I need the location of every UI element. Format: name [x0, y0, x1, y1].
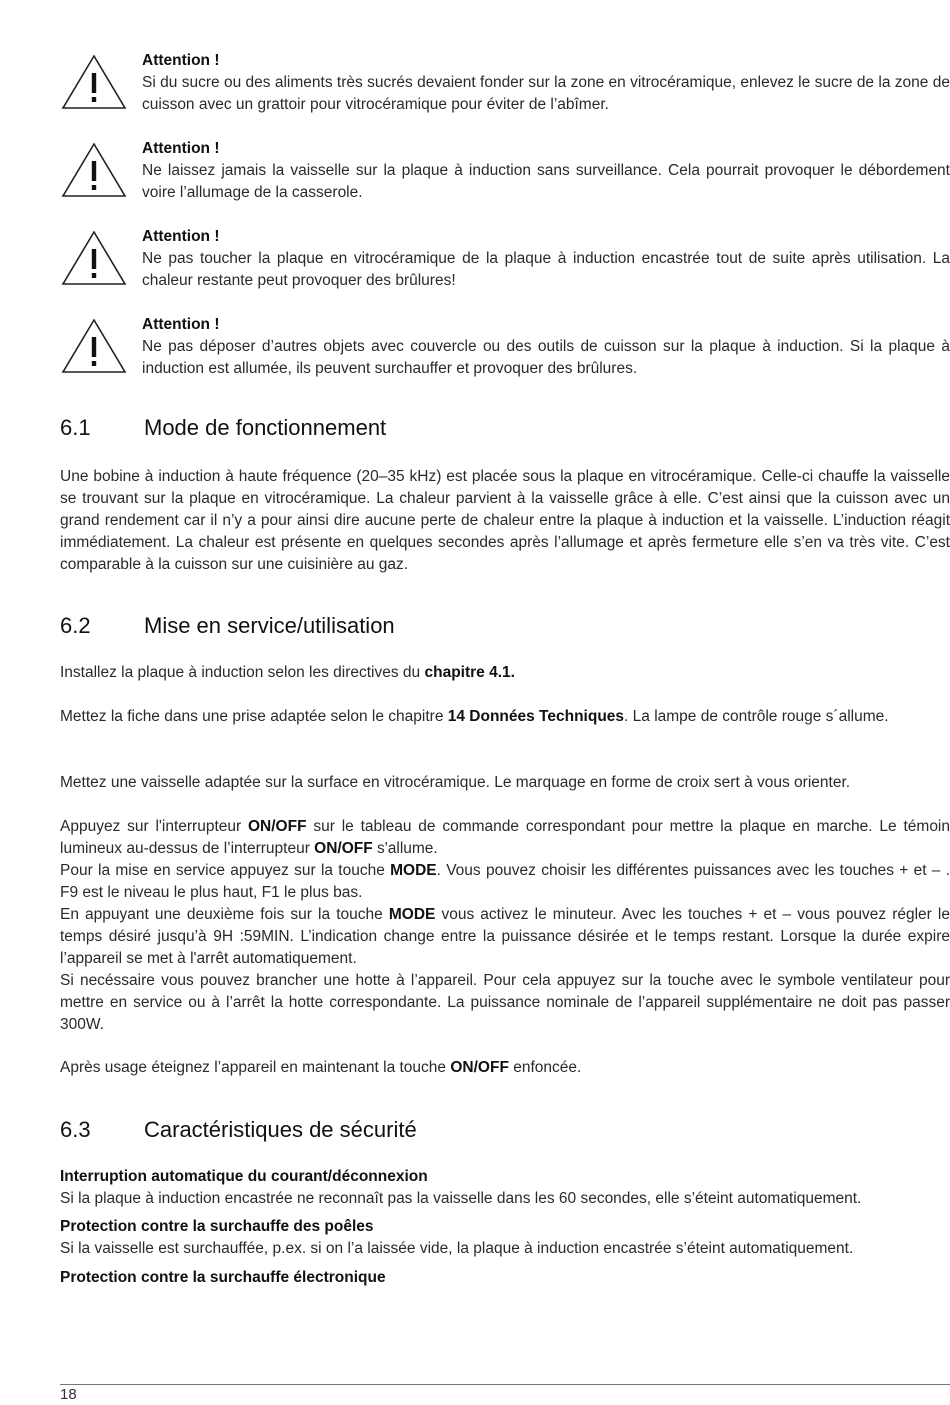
warning-body: Si du sucre ou des aliments très sucrés devaient fonder sur la zone en vitrocéramique, enlevez le sucre de la zone de cuisson avec un grattoir pour vitrocéramique pour éviter de l’abîmer.: [142, 74, 950, 113]
switch-off-paragraph: [60, 1057, 950, 1079]
section-heading-6-2: [60, 613, 395, 639]
warning-text-3: [142, 226, 950, 292]
text-run: Installez la plaque à induction selon les directives du: [60, 664, 425, 681]
section-number: 6.2: [60, 613, 91, 638]
plug-paragraph: [60, 706, 950, 728]
warning-text-1: [142, 50, 950, 116]
warning-text-4: [142, 314, 950, 380]
warning-text-2: [142, 138, 950, 204]
cookware-paragraph: Mettez une vaisselle adaptée sur la surface en vitrocéramique. Le marquage en forme de croix sert à vous orienter.: [60, 774, 851, 791]
section-heading-6-3: [60, 1117, 417, 1143]
text-run: sur le tableau de commande correspondant pour mettre la plaque en marche. Le témoin lumineux au-dessus de l’interrupteur: [60, 818, 950, 857]
text-run: vous activez le minuteur. Avec les touches + et – vous pouvez régler le temps désiré jusqu’à 9H :59MIN. L’indication change entre la puissance désirée et le temps restant. Lorsque la durée expire l’appareil se met à l'arrêt automatiquement.: [60, 906, 950, 967]
text-run: Après usage éteignez l’appareil en maintenant la touche: [60, 1059, 451, 1076]
warning-body: Ne laissez jamais la vaisselle sur la plaque à induction sans surveillance. Cela pourrait provoquer le débordement voire l’allumage de la casserole.: [142, 162, 950, 201]
warning-block-1: [60, 50, 950, 116]
text-run: Si necéssaire vous pouvez brancher une hotte à l’appareil. Pour cela appuyez sur la touche avec le symbole ventilateur pour mettre en service ou à l’arrêt la hotte correspondante. La puissance nominale de l’appareil supplémentaire ne doit pas passer 300W.: [60, 972, 950, 1033]
safety-subheading-1: Interruption automatique du courant/déconnexion: [60, 1168, 428, 1185]
text-run: Mettez la fiche dans une prise adaptée selon le chapitre: [60, 708, 448, 725]
warning-body: Ne pas toucher la plaque en vitrocéramique de la plaque à induction encastrée tout de suite après utilisation. La chaleur restante peut provoquer des brûlures!: [142, 250, 950, 289]
key-label: ON/OFF: [314, 840, 373, 857]
text-run: Appuyez sur l'interrupteur: [60, 818, 248, 835]
text-run: s'allume.: [372, 840, 438, 857]
safety-subheading-2: Protection contre la surchauffe des poêles: [60, 1218, 374, 1235]
section-number: 6.3: [60, 1117, 91, 1142]
warning-list: [60, 50, 950, 402]
section-number: 6.1: [60, 415, 91, 440]
warning-triangle-icon: [60, 141, 128, 199]
warning-block-2: [60, 138, 950, 204]
text-run: En appuyant une deuxième fois sur la touche: [60, 906, 389, 923]
safety-text-2: Si la vaisselle est surchauffée, p.ex. si on l’a laissée vide, la plaque à induction encastrée s’éteint automatiquement.: [60, 1240, 854, 1257]
text-run: enfoncée.: [508, 1059, 582, 1076]
section-title: Caractéristiques de sécurité: [144, 1117, 417, 1142]
warning-triangle-icon: [60, 53, 128, 111]
warning-block-3: [60, 226, 950, 292]
key-label: ON/OFF: [450, 1059, 509, 1076]
warning-triangle-icon: [60, 317, 128, 375]
section-title: Mode de fonctionnement: [144, 415, 387, 440]
warning-title: Attention !: [142, 228, 220, 245]
key-label: MODE: [390, 862, 437, 879]
section-6-1-paragraph: Une bobine à induction à haute fréquence (20–35 kHz) est placée sous la plaque en vitrocéramique. Celle-ci chauffe la vaisselle se trouvant sur la plaque en vitrocéramique. La chaleur parvient à la vaisselle grâce à elle. C’est ainsi que la cuisson avec un grand rendement car il n’y a pour ainsi dire aucune perte de chaleur entre la plaque à induction et la vaisselle. L’induction réagit immédiatement. La chaleur est présente en quelques secondes après l’allumage et après fermeture elle s’en va très vite. C’est comparable à la cuisson sur une cuisinière au gaz.: [60, 468, 950, 573]
section-title: Mise en service/utilisation: [144, 613, 395, 638]
warning-body: Ne pas déposer d’autres objets avec couvercle ou des outils de cuisson sur la plaque à induction. Si la plaque à induction est allumée, ils peuvent surchauffer et provoquer des brûlures.: [142, 338, 950, 377]
section-heading-6-1: [60, 415, 386, 441]
text-run: Pour la mise en service appuyez sur la touche: [60, 862, 391, 879]
warning-title: Attention !: [142, 316, 220, 333]
warning-title: Attention !: [142, 140, 220, 157]
install-paragraph: [60, 662, 950, 684]
key-label: MODE: [388, 906, 436, 923]
operation-paragraph: [60, 816, 950, 1036]
text-run: . La lampe de contrôle rouge s´allume.: [624, 708, 889, 725]
chapter-reference: 14 Données Techniques: [447, 708, 625, 725]
key-label: ON/OFF: [247, 818, 307, 835]
safety-text-1: Si la plaque à induction encastrée ne reconnaît pas la vaisselle dans les 60 secondes, elle s’éteint automatiquement.: [60, 1190, 862, 1207]
text-run: . Vous pouvez choisir les différentes puissances avec les touches + et – . F9 est le niveau le plus haut, F1 le plus bas.: [60, 862, 950, 901]
footer-rule: [60, 1384, 950, 1385]
chapter-reference: chapitre 4.1.: [424, 664, 515, 681]
warning-triangle-icon: [60, 229, 128, 287]
page-number: 18: [60, 1386, 77, 1403]
safety-subheading-3: Protection contre la surchauffe électronique: [60, 1269, 386, 1286]
warning-title: Attention !: [142, 52, 220, 69]
warning-block-4: [60, 314, 950, 380]
